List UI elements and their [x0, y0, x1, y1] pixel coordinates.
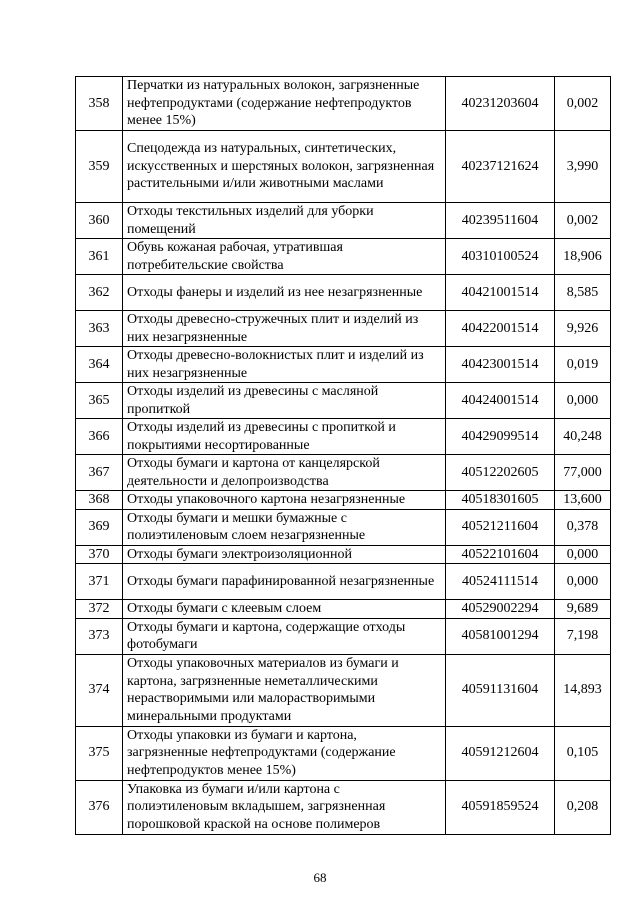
- waste-code: 40239511604: [446, 203, 555, 239]
- waste-name: Отходы текстильных изделий для уборки помещений: [123, 203, 446, 239]
- table-row: [76, 618, 611, 654]
- waste-name: Отходы бумаги и картона, содержащие отходы фотобумаги: [123, 618, 446, 654]
- waste-code: 40522101604: [446, 545, 555, 564]
- row-number: 376: [76, 780, 123, 834]
- waste-name: Отходы упаковки из бумаги и картона, загрязненные нефтепродуктами (содержание нефтепродуктов менее 15%): [123, 726, 446, 780]
- waste-code: 40529002294: [446, 600, 555, 619]
- page-number: 68: [313, 870, 327, 885]
- waste-code: 40424001514: [446, 383, 555, 419]
- row-number: 360: [76, 203, 123, 239]
- table-row: [76, 564, 611, 600]
- waste-quantity: 0,002: [555, 203, 611, 239]
- row-number: 366: [76, 419, 123, 455]
- row-number: 375: [76, 726, 123, 780]
- table-row: [76, 275, 611, 311]
- waste-quantity: 9,926: [555, 311, 611, 347]
- waste-quantity: 9,689: [555, 600, 611, 619]
- waste-quantity: 77,000: [555, 455, 611, 491]
- table-row: [76, 455, 611, 491]
- waste-quantity: 0,378: [555, 509, 611, 545]
- waste-quantity: 0,000: [555, 545, 611, 564]
- table-row: [76, 203, 611, 239]
- waste-quantity: 0,019: [555, 347, 611, 383]
- waste-quantity: 18,906: [555, 239, 611, 275]
- waste-quantity: 7,198: [555, 618, 611, 654]
- row-number: 371: [76, 564, 123, 600]
- row-number: 367: [76, 455, 123, 491]
- waste-name: Отходы упаковочного картона незагрязненные: [123, 491, 446, 510]
- waste-name: Перчатки из натуральных волокон, загрязненные нефтепродуктами (содержание нефтепродуктов менее 15%): [123, 77, 446, 131]
- row-number: 368: [76, 491, 123, 510]
- waste-name: Отходы изделий из древесины с пропиткой и покрытиями несортированные: [123, 419, 446, 455]
- waste-name: Обувь кожаная рабочая, утратившая потребительские свойства: [123, 239, 446, 275]
- waste-name: Отходы упаковочных материалов из бумаги и картона, загрязненные неметаллическими нерастворимыми или малорастворимыми минеральными продуктами: [123, 654, 446, 726]
- waste-name: Отходы древесно-стружечных плит и изделий из них незагрязненные: [123, 311, 446, 347]
- table-row: [76, 383, 611, 419]
- row-number: 362: [76, 275, 123, 311]
- waste-name: Отходы бумаги электроизоляционной: [123, 545, 446, 564]
- waste-quantity: 40,248: [555, 419, 611, 455]
- waste-quantity: 0,105: [555, 726, 611, 780]
- table-row: [76, 654, 611, 726]
- waste-name: Отходы древесно-волокнистых плит и изделий из них незагрязненные: [123, 347, 446, 383]
- waste-name: Отходы бумаги и мешки бумажные с полиэтиленовым слоем незагрязненные: [123, 509, 446, 545]
- waste-name: Отходы бумаги и картона от канцелярской деятельности и делопроизводства: [123, 455, 446, 491]
- row-number: 364: [76, 347, 123, 383]
- table-row: [76, 545, 611, 564]
- waste-table: [75, 76, 611, 835]
- waste-code: 40581001294: [446, 618, 555, 654]
- waste-quantity: 8,585: [555, 275, 611, 311]
- row-number: 370: [76, 545, 123, 564]
- row-number: 373: [76, 618, 123, 654]
- waste-code: 40421001514: [446, 275, 555, 311]
- table-row: [76, 311, 611, 347]
- waste-code: 40518301605: [446, 491, 555, 510]
- waste-code: 40591212604: [446, 726, 555, 780]
- table-body: [76, 77, 611, 835]
- waste-code: 40524111514: [446, 564, 555, 600]
- waste-quantity: 0,208: [555, 780, 611, 834]
- waste-name: Упаковка из бумаги и/или картона с полиэтиленовым вкладышем, загрязненная порошковой краской на основе полимеров: [123, 780, 446, 834]
- waste-code: 40423001514: [446, 347, 555, 383]
- table-row: [76, 509, 611, 545]
- waste-name: Отходы бумаги парафинированной незагрязненные: [123, 564, 446, 600]
- waste-quantity: 13,600: [555, 491, 611, 510]
- table-row: [76, 239, 611, 275]
- waste-code: 40512202605: [446, 455, 555, 491]
- waste-name: Отходы фанеры и изделий из нее незагрязненные: [123, 275, 446, 311]
- waste-quantity: 14,893: [555, 654, 611, 726]
- table-row: [76, 131, 611, 203]
- waste-code: 40231203604: [446, 77, 555, 131]
- waste-quantity: 0,000: [555, 383, 611, 419]
- waste-name: Отходы изделий из древесины с масляной пропиткой: [123, 383, 446, 419]
- waste-code: 40591131604: [446, 654, 555, 726]
- table-row: [76, 491, 611, 510]
- row-number: 358: [76, 77, 123, 131]
- waste-quantity: 0,000: [555, 564, 611, 600]
- row-number: 369: [76, 509, 123, 545]
- waste-code: 40310100524: [446, 239, 555, 275]
- waste-quantity: 0,002: [555, 77, 611, 131]
- row-number: 359: [76, 131, 123, 203]
- row-number: 372: [76, 600, 123, 619]
- row-number: 361: [76, 239, 123, 275]
- table-row: [76, 419, 611, 455]
- waste-code: 40422001514: [446, 311, 555, 347]
- row-number: 374: [76, 654, 123, 726]
- waste-code: 40237121624: [446, 131, 555, 203]
- waste-name: Спецодежда из натуральных, синтетических, искусственных и шерстяных волокон, загрязненная растительными и/или животными маслами: [123, 131, 446, 203]
- waste-code: 40429099514: [446, 419, 555, 455]
- table-row: [76, 347, 611, 383]
- table-row: [76, 600, 611, 619]
- row-number: 363: [76, 311, 123, 347]
- table-row: [76, 726, 611, 780]
- row-number: 365: [76, 383, 123, 419]
- waste-name: Отходы бумаги с клеевым слоем: [123, 600, 446, 619]
- table-row: [76, 780, 611, 834]
- waste-code: 40521211604: [446, 509, 555, 545]
- waste-code: 40591859524: [446, 780, 555, 834]
- table-row: [76, 77, 611, 131]
- waste-quantity: 3,990: [555, 131, 611, 203]
